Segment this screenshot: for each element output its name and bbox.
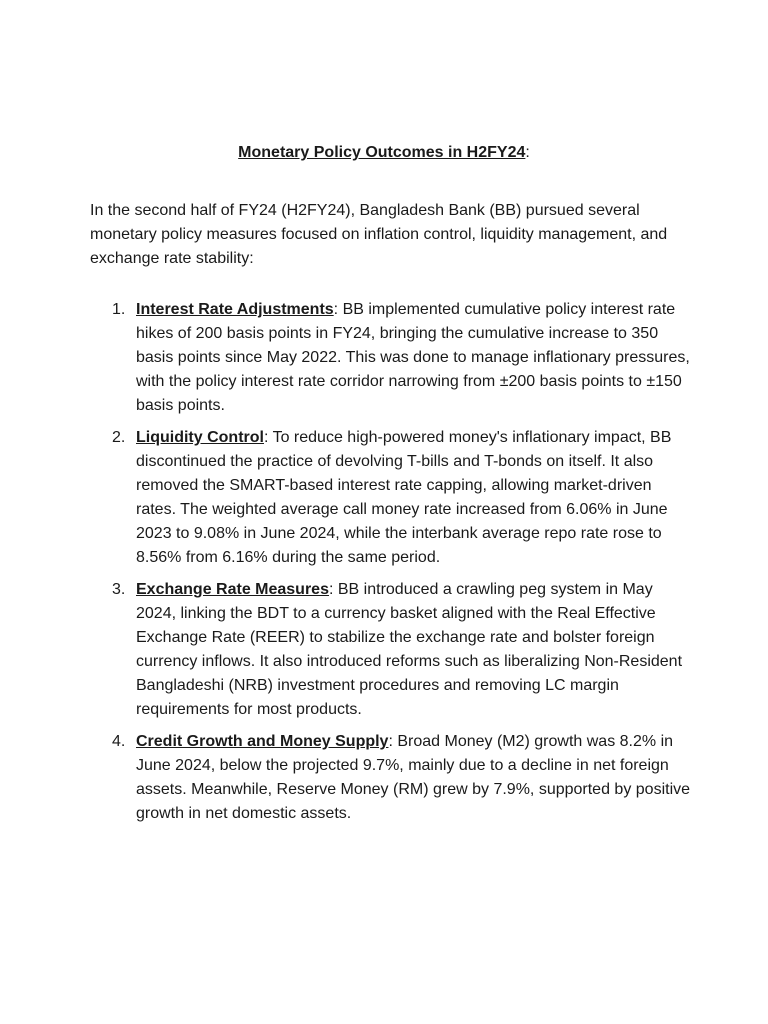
numbered-list: [90, 298, 690, 834]
intro-paragraph: In the second half of FY24 (H2FY24), Bangladesh Bank (BB) pursued several monetary policy measures focused on inflation control, liquidity management, and exchange rate stability:: [90, 202, 668, 267]
list-item-heading: Interest Rate Adjustments: [136, 301, 334, 318]
list-item-body: : BB introduced a crawling peg system in May 2024, linking the BDT to a currency basket aligned with the Real Effective Exchange Rate (REER) to stabilize the exchange rate and bolster foreign currency inflows. It also introduced reforms such as liberalizing Non-Resident Bangladeshi (NRB) investment procedures and removing LC margin requirements for most products.: [136, 581, 683, 718]
page-title: [0, 142, 768, 164]
list-item-number: 1.: [112, 301, 126, 318]
list-item: [90, 426, 690, 570]
list-item: [90, 298, 690, 418]
list-item-body: : To reduce high-powered money's inflationary impact, BB discontinued the practice of devolving T-bills and T-bonds on itself. It also removed the SMART-based interest rate capping, allowing market-driven rates. The weighted average call money rate increased from 6.06% in June 2023 to 9.08% in June 2024, while the interbank average repo rate rose to 8.56% from 6.16% during the same period.: [136, 429, 672, 566]
list-item: [90, 730, 690, 826]
list-item-number: 4.: [112, 733, 126, 750]
list-item-number: 2.: [112, 429, 126, 446]
list-item-heading: Credit Growth and Money Supply: [136, 733, 389, 750]
list-item: [90, 578, 690, 722]
list-item-heading: Exchange Rate Measures: [136, 581, 329, 598]
list-item-body: : Broad Money (M2) growth was 8.2% in June 2024, below the projected 9.7%, mainly due to a decline in net foreign assets. Meanwhile, Reserve Money (RM) grew by 7.9%, supported by positive growth in net domestic assets.: [136, 733, 691, 822]
list-item-number: 3.: [112, 581, 126, 598]
page-title-colon: :: [525, 144, 530, 161]
list-item-heading: Liquidity Control: [136, 429, 264, 446]
list-item-body: : BB implemented cumulative policy interest rate hikes of 200 basis points in FY24, bringing the cumulative increase to 350 basis points since May 2022. This was done to manage inflationary pressures, with the policy interest rate corridor narrowing from ±200 basis points to ±150 basis points.: [136, 301, 690, 414]
page-title-text: Monetary Policy Outcomes in H2FY24: [238, 144, 526, 161]
